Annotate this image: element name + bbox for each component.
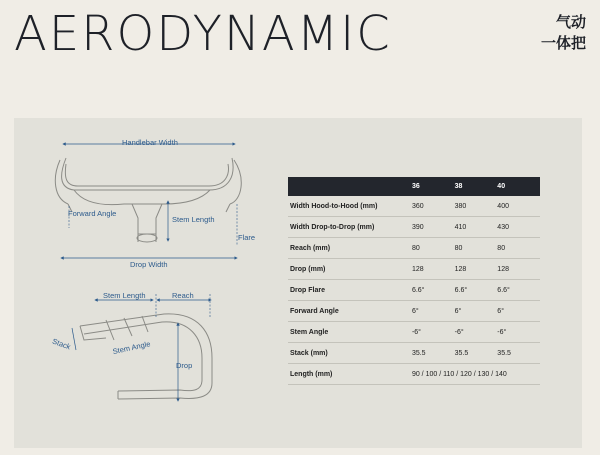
table-row (288, 343, 540, 364)
drop-label: Drop (176, 361, 193, 370)
cell-value: 380 (455, 196, 498, 217)
cell-value: 410 (455, 217, 498, 238)
row-label: Stem Angle (288, 322, 412, 343)
page-title: AERODYNAMIC (14, 6, 392, 62)
table-row (288, 238, 540, 259)
cell-value: 400 (497, 196, 540, 217)
size-header-40: 40 (497, 177, 540, 196)
stack-label: Stack (51, 336, 72, 352)
stem-length-side-label: Stem Length (103, 291, 146, 300)
cell-value: 6.6° (412, 280, 455, 301)
row-label: Stack (mm) (288, 343, 412, 364)
table-row (288, 301, 540, 322)
cell-value: 128 (455, 259, 498, 280)
cell-value: 360 (412, 196, 455, 217)
cell-value: 35.5 (412, 343, 455, 364)
drop-width-label: Drop Width (130, 260, 168, 269)
row-label: Reach (mm) (288, 238, 412, 259)
subtitle-line-2: 一体把 (540, 35, 586, 52)
row-label: Forward Angle (288, 301, 412, 322)
spec-table (288, 177, 540, 385)
chinese-subtitle (541, 12, 586, 54)
row-label: Width Hood-to-Hood (mm) (288, 196, 412, 217)
subtitle-line-1: 气动 (555, 14, 586, 31)
stem-length-top-label: Stem Length (172, 215, 215, 224)
table-row (288, 196, 540, 217)
cell-value: 80 (412, 238, 455, 259)
top-view-diagram (14, 118, 284, 448)
size-header-36: 36 (412, 177, 455, 196)
reach-label: Reach (172, 291, 194, 300)
cell-value: 6.6° (497, 280, 540, 301)
cell-value: -6° (497, 322, 540, 343)
cell-value: 35.5 (497, 343, 540, 364)
cell-value: 390 (412, 217, 455, 238)
table-header-row (288, 177, 540, 196)
stem-angle-label: Stem Angle (111, 339, 152, 357)
handlebar-top-outline (55, 158, 241, 242)
row-label: Length (mm) (288, 364, 412, 385)
cell-value: 430 (497, 217, 540, 238)
table-row (288, 280, 540, 301)
cell-value: 6.6° (455, 280, 498, 301)
length-values: 90 / 100 / 110 / 120 / 130 / 140 (412, 364, 540, 385)
cell-value: 35.5 (455, 343, 498, 364)
cell-value: 128 (412, 259, 455, 280)
cell-value: 128 (497, 259, 540, 280)
header-label-cell (288, 177, 412, 196)
table-row (288, 217, 540, 238)
cell-value: 6° (412, 301, 455, 322)
size-header-38: 38 (455, 177, 498, 196)
row-label: Drop (mm) (288, 259, 412, 280)
cell-value: 80 (497, 238, 540, 259)
cell-value: -6° (412, 322, 455, 343)
row-label: Drop Flare (288, 280, 412, 301)
table-row (288, 259, 540, 280)
cell-value: 80 (455, 238, 498, 259)
cell-value: 6° (497, 301, 540, 322)
row-label: Width Drop-to-Drop (mm) (288, 217, 412, 238)
forward-angle-label: Forward Angle (68, 209, 117, 218)
flare-label: Flare (238, 233, 256, 242)
handlebar-width-label: Handlebar Width (122, 138, 178, 147)
cell-value: 6° (455, 301, 498, 322)
handlebar-side-outline (80, 314, 212, 399)
table-row (288, 322, 540, 343)
cell-value: -6° (455, 322, 498, 343)
table-row-length (288, 364, 540, 385)
spec-panel (14, 118, 582, 448)
